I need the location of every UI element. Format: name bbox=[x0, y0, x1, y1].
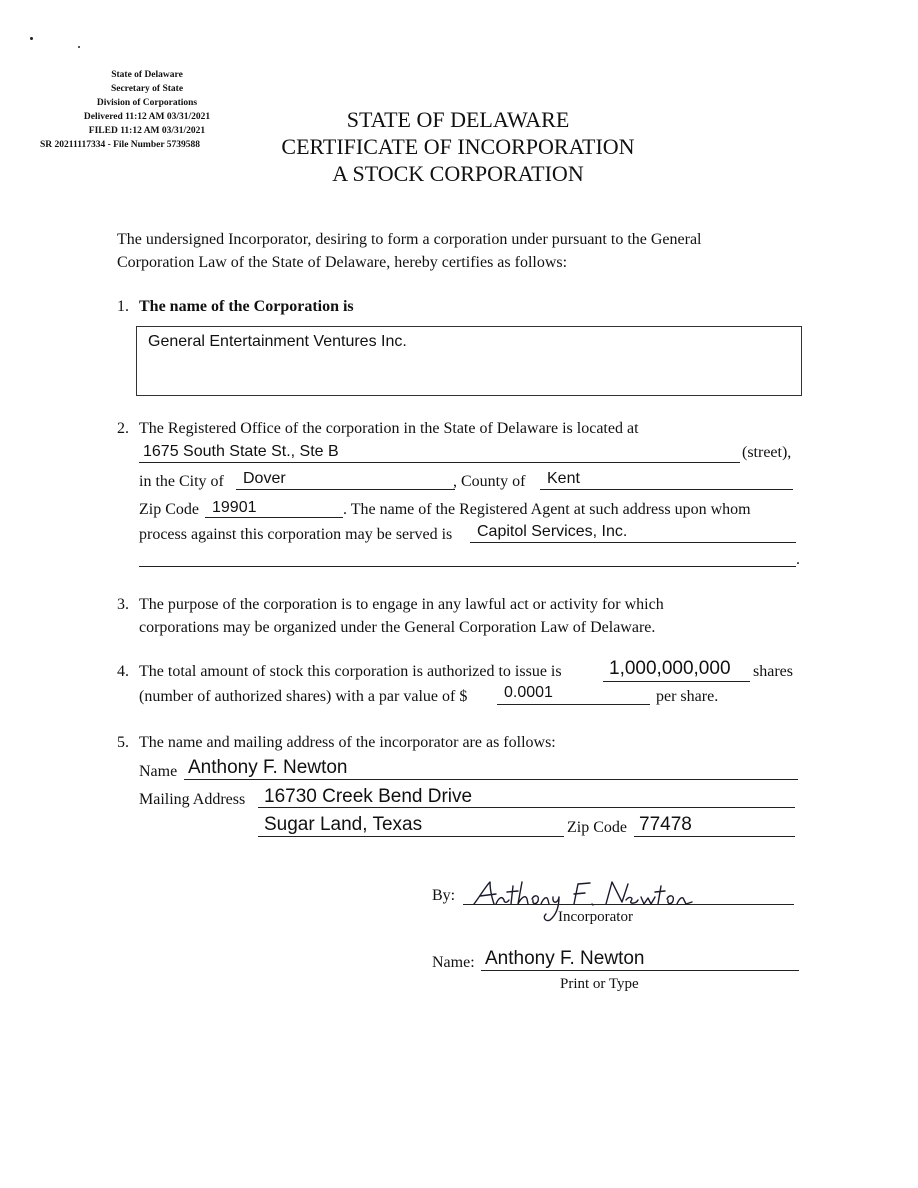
document-subtitle: CERTIFICATE OF INCORPORATION bbox=[281, 134, 635, 159]
incorporator-name-value: Anthony F. Newton bbox=[188, 757, 348, 778]
county-value: Kent bbox=[547, 470, 580, 487]
agent-underline bbox=[470, 542, 796, 543]
end-period: . bbox=[796, 551, 800, 568]
mailing-address-value: 16730 Creek Bend Drive bbox=[264, 786, 473, 807]
printed-name-underline bbox=[481, 970, 799, 971]
by-label: By: bbox=[432, 887, 456, 904]
item-number: 2. bbox=[117, 420, 129, 437]
city-underline bbox=[236, 489, 455, 490]
incorporator-name-label: Name bbox=[139, 763, 178, 780]
par-suffix: per share. bbox=[656, 688, 719, 705]
street-value: 1675 South State St., Ste B bbox=[143, 443, 339, 460]
incorporator-zip-underline bbox=[634, 836, 795, 837]
mailing-address-label: Mailing Address bbox=[139, 791, 246, 808]
par-value: 0.0001 bbox=[504, 684, 553, 701]
item5-label: The name and mailing address of the incorporator are as follows: bbox=[139, 734, 556, 751]
stamp-line: FILED 11:12 AM 03/31/2021 bbox=[88, 126, 206, 136]
agent-underline-2 bbox=[139, 566, 796, 567]
zip-label: Zip Code bbox=[139, 501, 199, 518]
stamp-line: State of Delaware bbox=[111, 70, 183, 80]
item3-line: The purpose of the corporation is to engage in any lawful act or activity for which bbox=[139, 596, 664, 613]
incorporator-zip-value: 77478 bbox=[639, 814, 692, 835]
scan-speck bbox=[30, 37, 33, 40]
shares-suffix: shares bbox=[753, 663, 793, 680]
county-underline bbox=[540, 489, 793, 490]
stamp-line: Division of Corporations bbox=[96, 98, 198, 108]
filing-stamp bbox=[40, 68, 254, 152]
agent-value: Capitol Services, Inc. bbox=[477, 523, 628, 540]
item4-text-2: (number of authorized shares) with a par value of $ bbox=[139, 688, 468, 705]
process-text: process against this corporation may be served is bbox=[139, 526, 453, 543]
stamp-line: SR 20211117334 - File Number 5739588 bbox=[40, 140, 201, 150]
incorporator-zip-label: Zip Code bbox=[567, 819, 627, 836]
intro-line: The undersigned Incorporator, desiring to form a corporation under pursuant to the General bbox=[117, 231, 702, 248]
item1-label: The name of the Corporation is bbox=[139, 298, 354, 315]
document-title: STATE OF DELAWARE bbox=[346, 107, 570, 132]
signer-role: Incorporator bbox=[558, 909, 633, 925]
zip-value: 19901 bbox=[212, 499, 257, 516]
agent-text: . The name of the Registered Agent at such address upon whom bbox=[343, 501, 751, 518]
shares-underline bbox=[603, 681, 750, 682]
signature-underline bbox=[463, 904, 794, 905]
printed-name-label: Name: bbox=[432, 954, 475, 971]
street-underline bbox=[139, 462, 740, 463]
document-subtitle-2: A STOCK CORPORATION bbox=[332, 161, 584, 186]
item-number: 4. bbox=[117, 663, 129, 680]
county-label: , County of bbox=[453, 473, 526, 490]
city-value: Dover bbox=[243, 470, 286, 487]
par-underline bbox=[497, 704, 650, 705]
shares-value: 1,000,000,000 bbox=[609, 658, 731, 679]
corporation-name-value: General Entertainment Ventures Inc. bbox=[148, 333, 407, 350]
stamp-line: Secretary of State bbox=[110, 84, 184, 94]
item-number: 1. bbox=[117, 298, 129, 315]
address-underline bbox=[258, 807, 795, 808]
name-underline bbox=[184, 779, 798, 780]
scan-speck bbox=[78, 46, 80, 48]
zip-underline bbox=[205, 517, 343, 518]
printed-name-value: Anthony F. Newton bbox=[485, 948, 645, 969]
item-number: 3. bbox=[117, 596, 129, 613]
item3-line: corporations may be organized under the General Corporation Law of Delaware. bbox=[139, 619, 656, 636]
city-state-underline bbox=[258, 836, 564, 837]
intro-line: Corporation Law of the State of Delaware, hereby certifies as follows: bbox=[117, 254, 568, 271]
city-label: in the City of bbox=[139, 473, 224, 490]
stamp-line: Delivered 11:12 AM 03/31/2021 bbox=[83, 112, 211, 122]
city-state-value: Sugar Land, Texas bbox=[264, 814, 423, 835]
street-suffix: (street), bbox=[742, 444, 792, 461]
item2-text: The Registered Office of the corporation in the State of Delaware is located at bbox=[139, 420, 639, 437]
print-or-type-label: Print or Type bbox=[560, 976, 639, 992]
item4-text: The total amount of stock this corporation is authorized to issue is bbox=[139, 663, 562, 680]
item-number: 5. bbox=[117, 734, 129, 751]
